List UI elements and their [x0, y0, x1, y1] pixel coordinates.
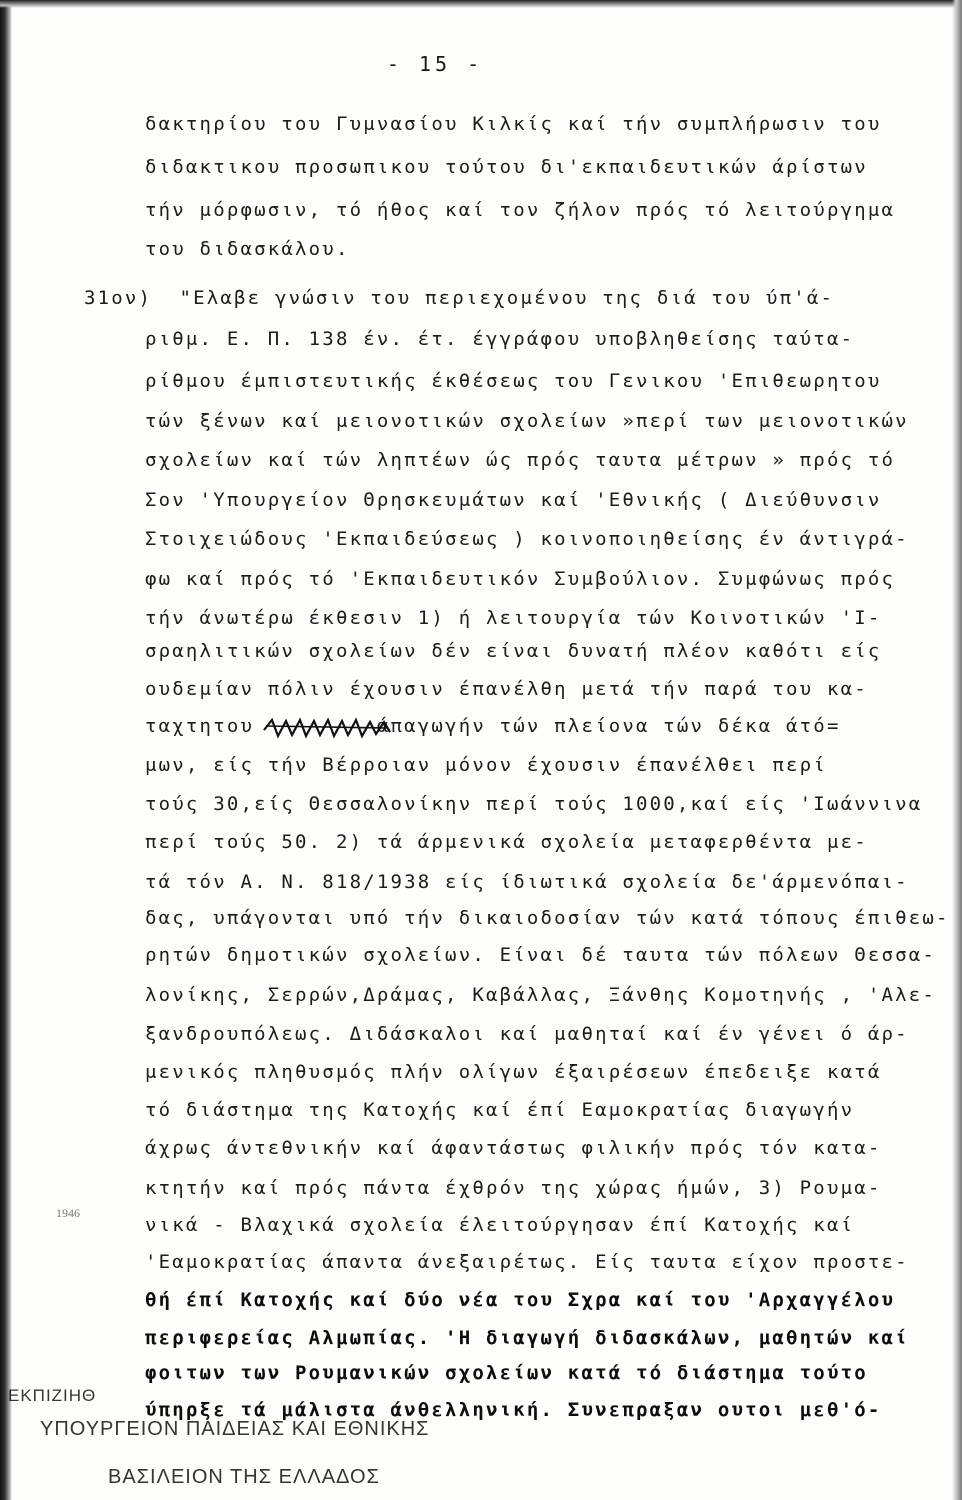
- text-line: σραηλιτικών σχολείων δέν είναι δυνατή πλέον καθότι είς: [145, 640, 882, 662]
- stamp-text-bottom: ΒΑΣΙΛΕΙΟΝ ΤΗΣ ΕΛΛΑΔΟΣ: [108, 1466, 380, 1488]
- text-line: τήν άνωτέρω έκθεσιν 1) ή λειτουργία τών Κοινοτικών 'Ι-: [145, 607, 882, 629]
- text-line: ουδεμίαν πόλιν έχουσιν έπανέλθη μετά τήν παρά του κα-: [145, 678, 868, 700]
- text-line: Στοιχειώδους 'Εκπαιδεύσεως ) κοινοποιηθείσης έν άντιγρά-: [145, 528, 909, 550]
- margin-annotation: 1946: [56, 1206, 80, 1220]
- text-line: σχολείων καί τών ληπτέων ώς πρός ταυτα μέτρων » πρός τό: [145, 449, 896, 471]
- page-number: - 15 -: [386, 52, 484, 76]
- text-line: κτητήν καί πρός πάντα έχθρόν της χώρας ήμών, 3) Ρουμα-: [145, 1177, 882, 1199]
- text-line: ταχτητου άπαγωγήν τών πλείονα τών δέκα άτό=: [145, 715, 841, 737]
- text-line: φοιτων των Ρουμανικών σχολείων κατά τό διάστημα τούτο: [145, 1362, 868, 1384]
- text-line: μων, είς τήν Βέρροιαν μόνον έχουσιν έπανέλθει περί: [145, 754, 827, 776]
- text-line: άχρως άντεθνικήν καί άφαντάστως φιλικήν πρός τόν κατα-: [145, 1137, 882, 1159]
- text-line: ρητών δημοτικών σχολείων. Είναι δέ ταυτα τών πόλεων Θεσσα-: [145, 944, 937, 966]
- text-line: λονίκης, Σερρών,Δράμας, Καβάλλας, Ξάνθης Κομοτηνής , 'Αλε-: [145, 984, 937, 1006]
- text-line: 'Εαμοκρατίας άπαντα άνεξαιρέτως. Είς ταυτα είχον προστε-: [145, 1251, 909, 1273]
- text-line: ξανδρουπόλεως. Διδάσκαλοι καί μαθηταί καί έν γένει ό άρ-: [145, 1023, 909, 1045]
- text-line: τά τόν Α. Ν. 818/1938 είς ίδιωτικά σχολεία δε'άρμενόπαι-: [145, 871, 909, 893]
- text-line: δακτηρίου του Γυμνασίου Κιλκίς καί τήν συμπλήρωσιν του: [145, 113, 882, 135]
- text-line: Σον 'Υπουργείον Θρησκευμάτων καί 'Εθνικής ( Διεύθυνσιν: [145, 489, 882, 511]
- text-line: μενικός πληθυσμός πλήν ολίγων έξαιρέσεων έπεδειξε κατά: [145, 1061, 882, 1083]
- text-line: τών ξένων καί μειονοτικών σχολείων »περί των μειονοτικών: [145, 410, 909, 432]
- text-line: ρίθμου έμπιστευτικής έκθέσεως του Γενικου 'Επιθεωρητου: [145, 370, 882, 392]
- text-line: 31ον) "Ελαβε γνώσιν του περιεχομένου της διά του ύπ'ά-: [84, 287, 835, 309]
- scan-right-edge: [952, 0, 962, 1500]
- text-line: δας, υπάγονται υπό τήν δικαιοδοσίαν τών κατά τόπους έπιθεω-: [145, 907, 950, 929]
- text-line: τό διάστημα της Κατοχής καί έπί Εαμοκρατίας διαγωγήν: [145, 1099, 855, 1121]
- text-line: ύπηρξε τά μάλιστα άνθελληνική. Συνεπραξαν ουτοι μεθ'ό-: [145, 1399, 882, 1421]
- text-line: περιφερείας Αλμωπίας. 'Η διαγωγή διδασκάλων, μαθητών καί: [145, 1327, 909, 1349]
- scan-top-edge: [0, 0, 962, 8]
- stamp-text-top: ΕΚΠΙΖΙΗΘ: [8, 1386, 97, 1405]
- text-line: του διδασκάλου.: [145, 238, 350, 260]
- text-line: ριθμ. Ε. Π. 138 έν. έτ. έγγράφου υποβληθείσης ταύτα-: [145, 328, 855, 350]
- text-line: τούς 30,είς Θεσσαλονίκην περί τούς 1000,καί είς 'Ιωάννινα: [145, 793, 923, 815]
- ministry-stamp: ΥΠΟΥΡΓΕΙΟΝ ΠΑΙΔΕΙΑΣ ΚΑΙ ΕΘΝΙΚΗΣ: [40, 1418, 430, 1440]
- text-line: διδακτικου προσωπικου τούτου δι'εκπαιδευτικών άρίστων: [145, 156, 868, 178]
- text-line: θή έπί Κατοχής καί δύο νέα του Σχρα καί του 'Αρχαγγέλου: [145, 1289, 896, 1311]
- scan-left-edge: [0, 0, 12, 1500]
- text-line: φω καί πρός τό 'Εκπαιδευτικόν Συμβούλιον. Συμφώνως πρός: [145, 568, 896, 590]
- text-line: περί τούς 50. 2) τά άρμενικά σχολεία μεταφερθέντα με-: [145, 831, 868, 853]
- text-line: τήν μόρφωσιν, τό ήθος καί τον ζήλον πρός τό λειτούργημα: [145, 199, 896, 221]
- text-line: νικά - Βλαχικά σχολεία έλειτούργησαν έπί Κατοχής καί: [145, 1214, 855, 1236]
- strikethrough-scribble: [262, 716, 392, 740]
